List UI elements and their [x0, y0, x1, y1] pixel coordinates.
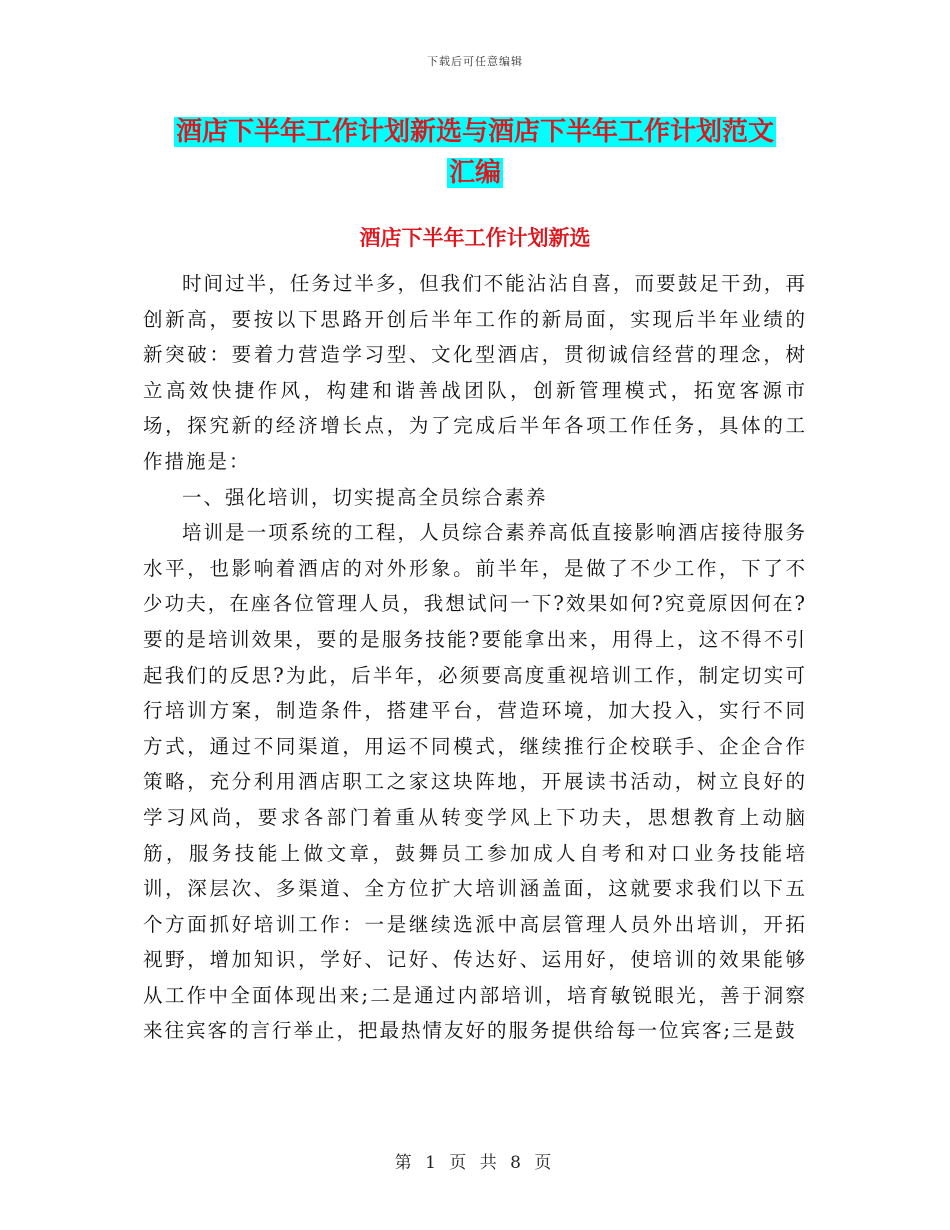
body-paragraph-intro: 时间过半，任务过半多，但我们不能沾沾自喜，而要鼓足干劲，再创新高，要按以下思路开创后半年工作的新局面，实现后半年业绩的新突破：要着力营造学习型、文化型酒店，贯彻诚信经营的理念，树立高效快捷作风，构建和谐善战团队，创新管理模式，拓宽客源市场，探究新的经济增长点，为了完成后半年各项工作任务，具体的工作措施是：: [143, 272, 807, 473]
page-number-footer: 第 1 页 共 8 页: [394, 1153, 556, 1173]
document-title: [130, 112, 820, 194]
section-title: 酒店下半年工作计划新选: [359, 226, 591, 250]
body-paragraph-training: 培训是一项系统的工程，人员综合素养高低直接影响酒店接待服务水平，也影响着酒店的对外形象。前半年，是做了不少工作，下了不少功夫，在座各位管理人员，我想试问一下?效果如何?究竟原因何在?要的是培训效果，要的是服务技能?要能拿出来，用得上，这不得不引起我们的反思?为此，后半年，必须要高度重视培训工作，制定切实可行培训方案，制造条件，搭建平台，营造环境，加大投入，实行不同方式，通过不同渠道，用运不同模式，继续推行企校联手、企企合作策略，充分利用酒店职工之家这块阵地，开展读书活动，树立良好的学习风尚，要求各部门着重从转变学风上下功夫，思想教育上动脑筋，服务技能上做文章，鼓舞员工参加成人自考和对口业务技能培训，深层次、多渠道、全方位扩大培训涵盖面，这就要求我们以下五个方面抓好培训工作：一是继续选派中高层管理人员外出培训，开拓视野，增加知识，学好、记好、传达好、运用好，使培训的效果能够从工作中全面体现出来;二是通过内部培训，培育敏锐眼光，善于洞察来往宾客的言行举止，把最热情友好的服务提供给每一位宾客;三是鼓: [143, 521, 807, 1043]
document-title-line1: 酒店下半年工作计划新选与酒店下半年工作计划范文: [175, 117, 774, 147]
document-title-line2: 汇编: [448, 158, 501, 188]
header-note: 下载后可任意编辑: [427, 55, 523, 68]
document-body: [143, 266, 807, 1049]
body-heading-training: 一、强化培训，切实提高全员综合素养: [182, 485, 548, 509]
